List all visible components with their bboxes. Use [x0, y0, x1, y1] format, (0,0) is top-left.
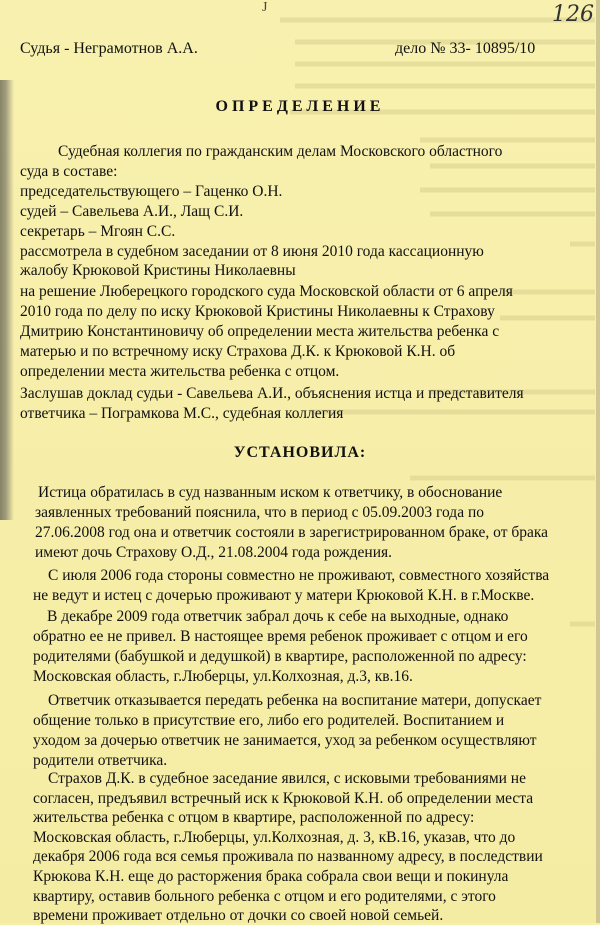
document-title: ОПРЕДЕЛЕНИЕ [215, 98, 385, 115]
page-number-handwritten: 126 [552, 2, 594, 27]
intro-line: Судебная коллегия по гражданским делам Московского областного [58, 143, 503, 160]
intro-line: определении места жительства ребенка с отцом. [20, 363, 340, 380]
body-line: имеют дочь Страхову О.Д., 21.08.2004 года рождения. [35, 544, 393, 561]
intro-line: матерью и по встречному иску Страхова Д.К. к Крюковой К.Н. об [20, 343, 456, 360]
body-line: квартиру, оставив больного ребенка с отцом и его родителями, с этого [33, 887, 496, 905]
intro-line: 2010 года по делу по иску Крюковой Кристины Николаевны к Страхову [20, 303, 495, 320]
intro-line: рассмотрела в судебном заседании от 8 июня 2010 года кассационную [20, 243, 484, 260]
body-line: времени проживает отдельно от дочки со своей новой семьей. [33, 907, 444, 925]
body-line: общение только в присутствие его, либо его родителей. Воспитанием и [33, 712, 505, 729]
top-handwritten-mark: J [262, 0, 268, 15]
body-line: обратно ее не привел. В настоящее время ребенок проживает с отцом и его [33, 628, 528, 645]
body-line: жительства ребенка с отцом в квартире, расположенной по адресу: [33, 809, 475, 827]
body-line: В декабре 2009 года ответчик забрал дочь к себе на выходные, однако [47, 608, 509, 625]
section-heading: УСТАНОВИЛА: [233, 444, 367, 461]
body-line: уходом за дочерью ответчик не занимается, уход за ребенком осуществляют [33, 732, 537, 749]
intro-line: Дмитрию Константиновичу об определении места жительства ребенка с [20, 323, 500, 340]
body-line: Московская область, г.Люберцы, ул.Колхозная, д.3, кв.16. [33, 668, 413, 685]
body-line: родителями (бабушкой и дедушкой) в квартире, расположенной по адресу: [33, 648, 527, 665]
body-line: Страхов Д.К. в судебное заседание явился, с исковыми требованиями не [48, 770, 526, 787]
intro-line: председательствующего – Гаценко О.Н. [20, 183, 283, 200]
body-line: Истица обратилась в суд названным иском к ответчику, в обоснование [38, 484, 503, 501]
case-number: дело № 33- 10895/10 [395, 40, 536, 57]
intro-line: на решение Люберецкого городского суда Московской области от 6 апреля [20, 283, 513, 300]
body-line: Ответчик отказывается передать ребенка на воспитание матери, допускает [48, 692, 542, 709]
body-line: родители ответчика. [33, 752, 168, 769]
body-line: заявленных требований пояснила, что в период с 05.09.2003 года по [35, 504, 484, 521]
intro-line: ответчика – Пограмкова М.С., судебная коллегия [20, 405, 344, 422]
intro-line: жалобу Крюковой Кристины Николаевны [20, 262, 296, 279]
intro-line: судей – Савельева А.И., Лащ С.И. [20, 203, 244, 220]
intro-line: суда в составе: [20, 163, 118, 180]
body-line: С июля 2006 года стороны совместно не проживают, совместного хозяйства [48, 567, 550, 584]
body-line: не ведут и истец с дочерью проживают у матери Крюковой К.Н. в г.Москве. [33, 587, 535, 604]
body-line: Крюкова К.Н. еще до расторжения брака собрала свои вещи и покинула [33, 868, 509, 885]
body-line: согласен, предъявил встречный иск к Крюковой К.Н. об определении места [33, 789, 534, 807]
body-line: декабря 2006 года вся семья проживала по названному адресу, в последствии [33, 848, 543, 866]
intro-line: Заслушав доклад судьи - Савельева А.И., объяснения истца и представителя [20, 385, 524, 402]
judge-name: Судья - Неграмотнов А.А. [20, 40, 198, 57]
body-line: 27.06.2008 год она и ответчик состояли в зарегистрированном браке, от брака [35, 524, 549, 541]
intro-line: секретарь – Мгоян С.С. [20, 223, 176, 240]
body-line: Московская область, г.Люберцы, ул.Колхозная, д. 3, кВ.16, указав, что до [33, 828, 516, 846]
